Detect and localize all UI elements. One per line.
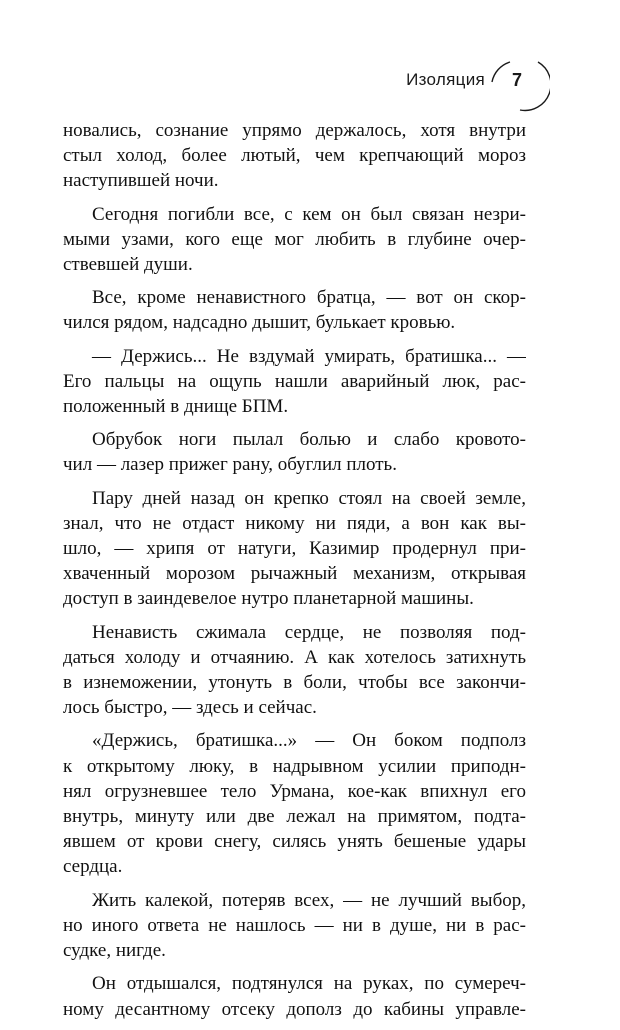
paragraph [63,486,526,612]
paragraph [63,285,526,335]
text-line: положенный в днище БПМ. [63,396,289,418]
text-line: мыми узами, кого еще мог любить в глубине очер- [63,228,526,250]
text-line: Обрубок ноги пылал болью и слабо кровото- [92,429,526,451]
paragraph [63,118,526,194]
text-line: судке, нигде. [63,940,166,962]
text-line: ствевшей души. [63,254,193,276]
text-line: нял огрузневшее тело Урмана, кое-как впихнул его [63,780,526,802]
text-line: Жить калекой, потеряв всех, — не лучший выбор, [92,889,526,911]
text-line: лось быстро, — здесь и сейчас. [63,697,317,719]
text-line: хваченный морозом рычажный механизм, открывая [63,563,526,585]
page-header [0,60,620,112]
paragraph [63,888,526,964]
text-line: Ненависть сжимала сердце, не позволяя под- [92,621,526,643]
text-line: шло, — хрипя от натуги, Казимир продернул при- [63,538,526,560]
text-line: Он отдышался, подтянулся на руках, по сумереч- [92,973,526,995]
text-line: к открытому люку, в надрывном усилии приподн- [63,755,526,777]
text-line: Все, кроме ненавистного братца, — вот он скор- [92,287,526,309]
text-line: чился рядом, надсадно дышит, булькает кровью. [63,312,456,334]
paragraph [63,344,526,420]
text-line: внутрь, минуту или две лежал на примятом, подта- [63,806,526,828]
text-line: сердца. [63,856,123,878]
running-title: Изоляция [406,70,485,89]
paragraph [63,427,526,477]
text-line: Сегодня погибли все, с кем он был связан незри- [92,203,526,225]
paragraph [63,971,526,1021]
text-line: доступ в заиндевелое нутро планетарной машины. [63,588,474,610]
text-line: даться холоду и отчаянию. А как хотелось затихнуть [63,646,526,668]
paragraph [63,728,526,879]
text-line: знал, что не отдаст никому ни пяди, а вон как вы- [63,512,526,534]
text-line: — Держись... Не вздумай умирать, братишка... — [92,345,526,367]
text-line: ному десантному отсеку дополз до кабины управле- [63,998,526,1020]
page-number: 7 [512,70,523,90]
text-line: но иного ответа не нашлось — ни в душе, ни в рас- [63,914,526,936]
text-line: Его пальцы на ощупь нашли аварийный люк, рас- [63,370,526,392]
text-line: чил — лазер прижег рану, обуглил плоть. [63,454,397,476]
paragraph [63,202,526,278]
text-line: стыл холод, более лютый, чем крепчающий мороз [63,145,526,167]
body-text [63,118,526,1030]
text-line: новались, сознание упрямо держалось, хотя внутри [63,120,526,141]
paragraph [63,620,526,721]
text-line: явшем от крови снегу, силясь унять бешеные удары [63,831,526,853]
text-line: в изнеможении, утонуть в боли, чтобы все закончи- [63,672,526,694]
text-line: «Держись, братишка...» — Он боком подполз [92,730,526,752]
text-line: Пару дней назад он крепко стоял на своей земле, [92,487,526,509]
text-line: наступившей ночи. [63,170,219,192]
